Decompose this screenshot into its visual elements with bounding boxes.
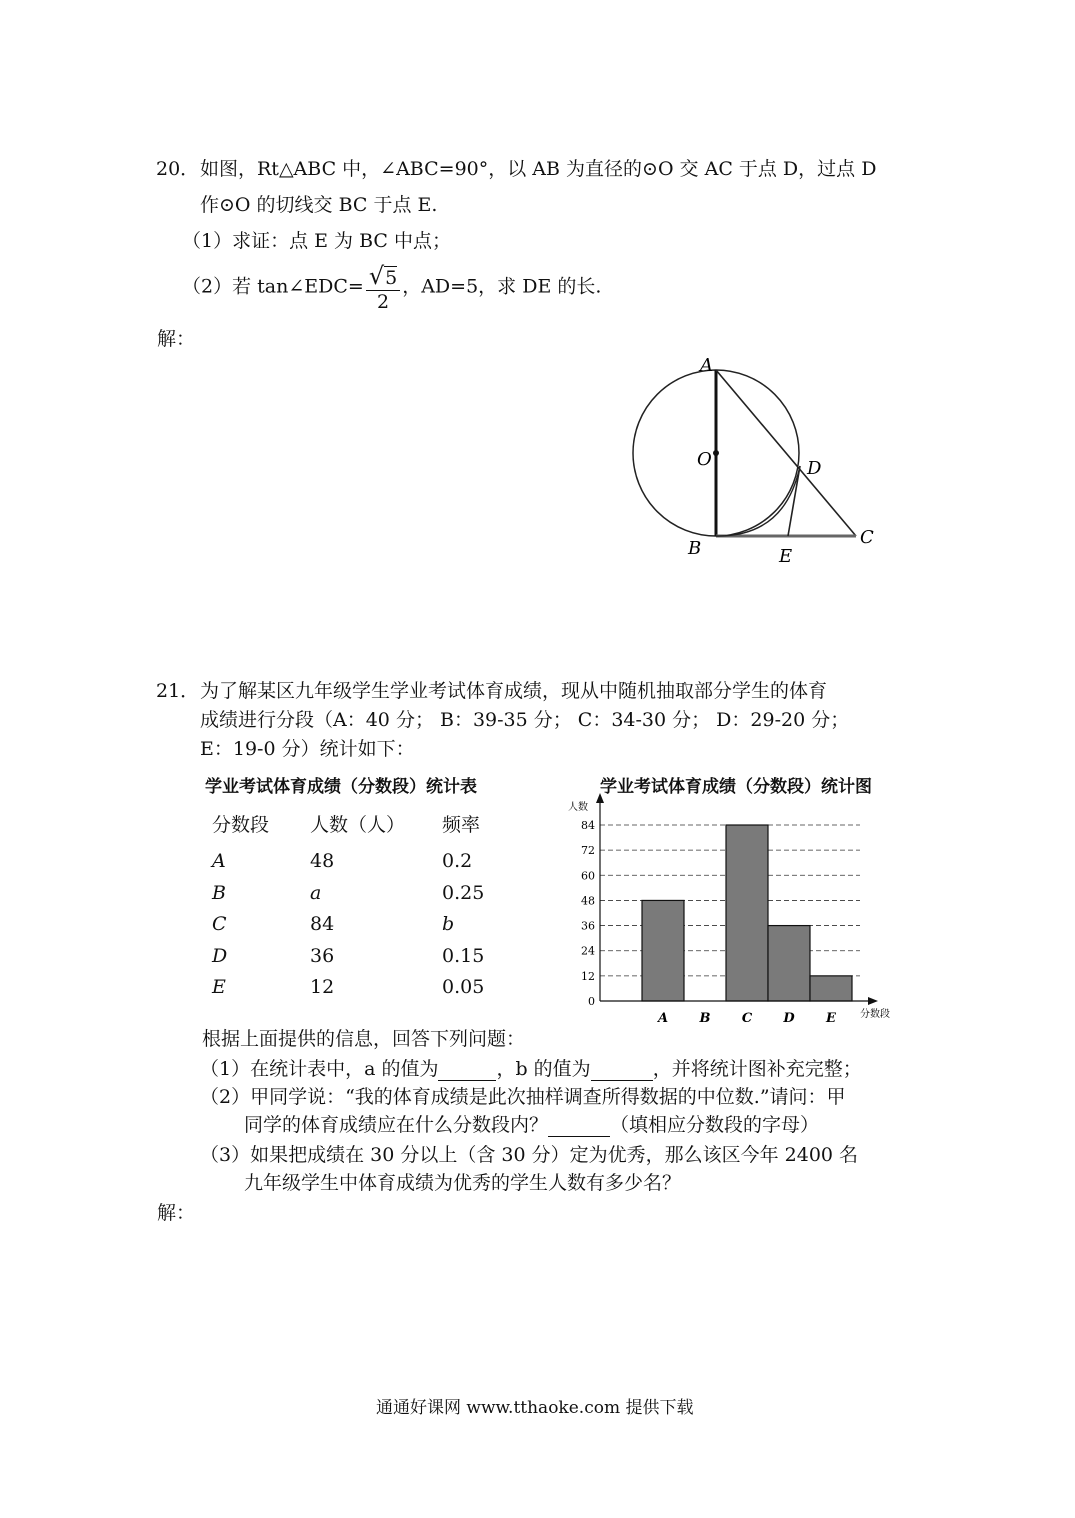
table-row-a-count: 48 — [310, 850, 335, 872]
table-header-frequency: 频率 — [442, 814, 481, 836]
x-tick-d: D — [783, 1011, 795, 1026]
bar-d — [768, 926, 810, 1001]
q21-line3: E：19-0 分）统计如下： — [200, 738, 415, 760]
center-point-o — [713, 450, 719, 456]
y-tick-48: 48 — [581, 894, 595, 908]
q21-number: 21． — [156, 680, 200, 702]
q21-subq1-intro: （1）在统计表中， — [200, 1058, 365, 1080]
q21-solution-label: 解： — [157, 1202, 196, 1224]
chart-title: 学业考试体育成绩（分数段）统计图 — [600, 777, 872, 797]
q20-frac-numerator: 5 — [385, 267, 398, 289]
table-title: 学业考试体育成绩（分数段）统计表 — [205, 777, 477, 797]
segment-ac — [716, 370, 856, 536]
q21-prompt: 根据上面提供的信息，回答下列问题： — [202, 1028, 526, 1050]
x-tick-a: A — [657, 1011, 669, 1026]
answer-blank-segment[interactable] — [548, 1114, 610, 1137]
table-row-d-segment: D — [212, 945, 228, 967]
y-tick-84: 84 — [581, 819, 595, 832]
q21-subq3-line1: （3）如果把成绩在 30 分以上（含 30 分）定为优秀，那么该区今年 2400 名 — [200, 1144, 859, 1166]
segment-de — [788, 466, 800, 536]
q20-fraction: $\frac{√5}{2}$ — [366, 262, 400, 313]
label-d: D — [807, 458, 822, 479]
q21-subq1-end: ，并将统计图补充完整； — [652, 1058, 862, 1080]
x-tick-c: C — [741, 1011, 753, 1026]
table-row-e-count: 12 — [310, 976, 335, 998]
q21-line2: 成绩进行分段（A：40 分； B：39-35 分； C：34-30 分； D：29-20 分； — [200, 709, 850, 731]
q20-solution-label: 解： — [157, 328, 196, 350]
y-tick-12: 12 — [581, 969, 595, 983]
table-row-b-count: a — [310, 882, 322, 904]
label-c: C — [860, 527, 874, 548]
label-o: O — [697, 449, 712, 470]
q20-part2-after: ，AD=5，求 DE 的长. — [402, 275, 602, 298]
q21-subq1 — [200, 1054, 862, 1081]
q20-number: 20． — [156, 158, 200, 180]
y-tick-72: 72 — [581, 844, 595, 858]
label-a: A — [700, 355, 713, 376]
page-footer: 通通好课网 www.tthaoke.com 提供下载 — [376, 1398, 694, 1418]
q21-subq1-a-text: a 的值为 — [364, 1058, 439, 1080]
bar-e — [810, 976, 852, 1001]
table-row-e-frequency: 0.05 — [442, 976, 485, 998]
bar-chart — [560, 790, 900, 1030]
q21-subq1-comma: ， — [496, 1058, 516, 1080]
q20-part2 — [182, 262, 601, 313]
q21-subq2-line2 — [244, 1110, 819, 1137]
chart-bars — [642, 825, 852, 1001]
x-tick-e: E — [826, 1011, 836, 1026]
q21-subq1-b-text: b 的值为 — [515, 1058, 591, 1080]
x-tick-b: B — [699, 1011, 711, 1026]
q21-subq2-hint: （填相应分数段的字母） — [610, 1114, 820, 1136]
table-row-c-frequency: b — [442, 913, 455, 935]
table-row-b-frequency: 0.25 — [442, 882, 485, 904]
q21-subq2-question: 同学的体育成绩应在什么分数段内？ — [244, 1114, 549, 1136]
table-row-b-segment: B — [212, 882, 226, 904]
y-tick-0: 0 — [588, 995, 595, 1008]
x-axis-arrow — [868, 997, 878, 1005]
bar-c — [726, 825, 768, 1001]
y-axis-arrow — [596, 793, 604, 803]
answer-blank-a[interactable] — [438, 1058, 496, 1081]
bar-a — [642, 900, 684, 1001]
table-row-e-segment: E — [212, 976, 226, 998]
table-row-d-frequency: 0.15 — [442, 945, 485, 967]
chart-x-ticks — [656, 1011, 837, 1026]
geometry-figure — [620, 345, 890, 575]
q20-line1: 如图，Rt△ABC 中，∠ABC=90°，以 AB 为直径的⊙O 交 AC 于点 D，过点 D — [200, 158, 877, 180]
table-header-count: 人数（人） — [310, 814, 406, 836]
table-header-segment: 分数段 — [212, 814, 270, 836]
table-row-c-count: 84 — [310, 913, 335, 935]
q20-frac-denominator: 2 — [376, 291, 390, 313]
y-tick-36: 36 — [581, 919, 595, 933]
chart-y-axis-label: 人数 — [568, 802, 588, 813]
label-b: B — [688, 538, 702, 559]
table-row-a-segment: A — [212, 850, 226, 872]
table-row-d-count: 36 — [310, 945, 335, 967]
q20-line2: 作⊙O 的切线交 BC 于点 E. — [200, 194, 438, 216]
q21-line1: 为了解某区九年级学生学业考试体育成绩，现从中随机抽取部分学生的体育 — [200, 680, 828, 702]
table-row-a-frequency: 0.2 — [442, 850, 473, 872]
chart-x-axis-label: 分数段 — [860, 1009, 890, 1020]
q21-subq3-line2: 九年级学生中体育成绩为优秀的学生人数有多少名？ — [244, 1172, 682, 1194]
table-row-c-segment: C — [212, 913, 227, 935]
q20-part1: （1）求证：点 E 为 BC 中点； — [182, 230, 451, 252]
chart-y-ticks — [581, 819, 595, 1008]
y-tick-60: 60 — [581, 869, 595, 883]
label-e: E — [779, 546, 793, 567]
y-tick-24: 24 — [581, 944, 595, 958]
q20-part2-before: （2）若 tan∠EDC= — [182, 275, 364, 298]
arc-bd — [716, 466, 800, 536]
answer-blank-b[interactable] — [591, 1058, 653, 1081]
q21-subq2-line1: （2）甲同学说：“我的体育成绩是此次抽样调查所得数据的中位数.”请问：甲 — [200, 1086, 846, 1108]
